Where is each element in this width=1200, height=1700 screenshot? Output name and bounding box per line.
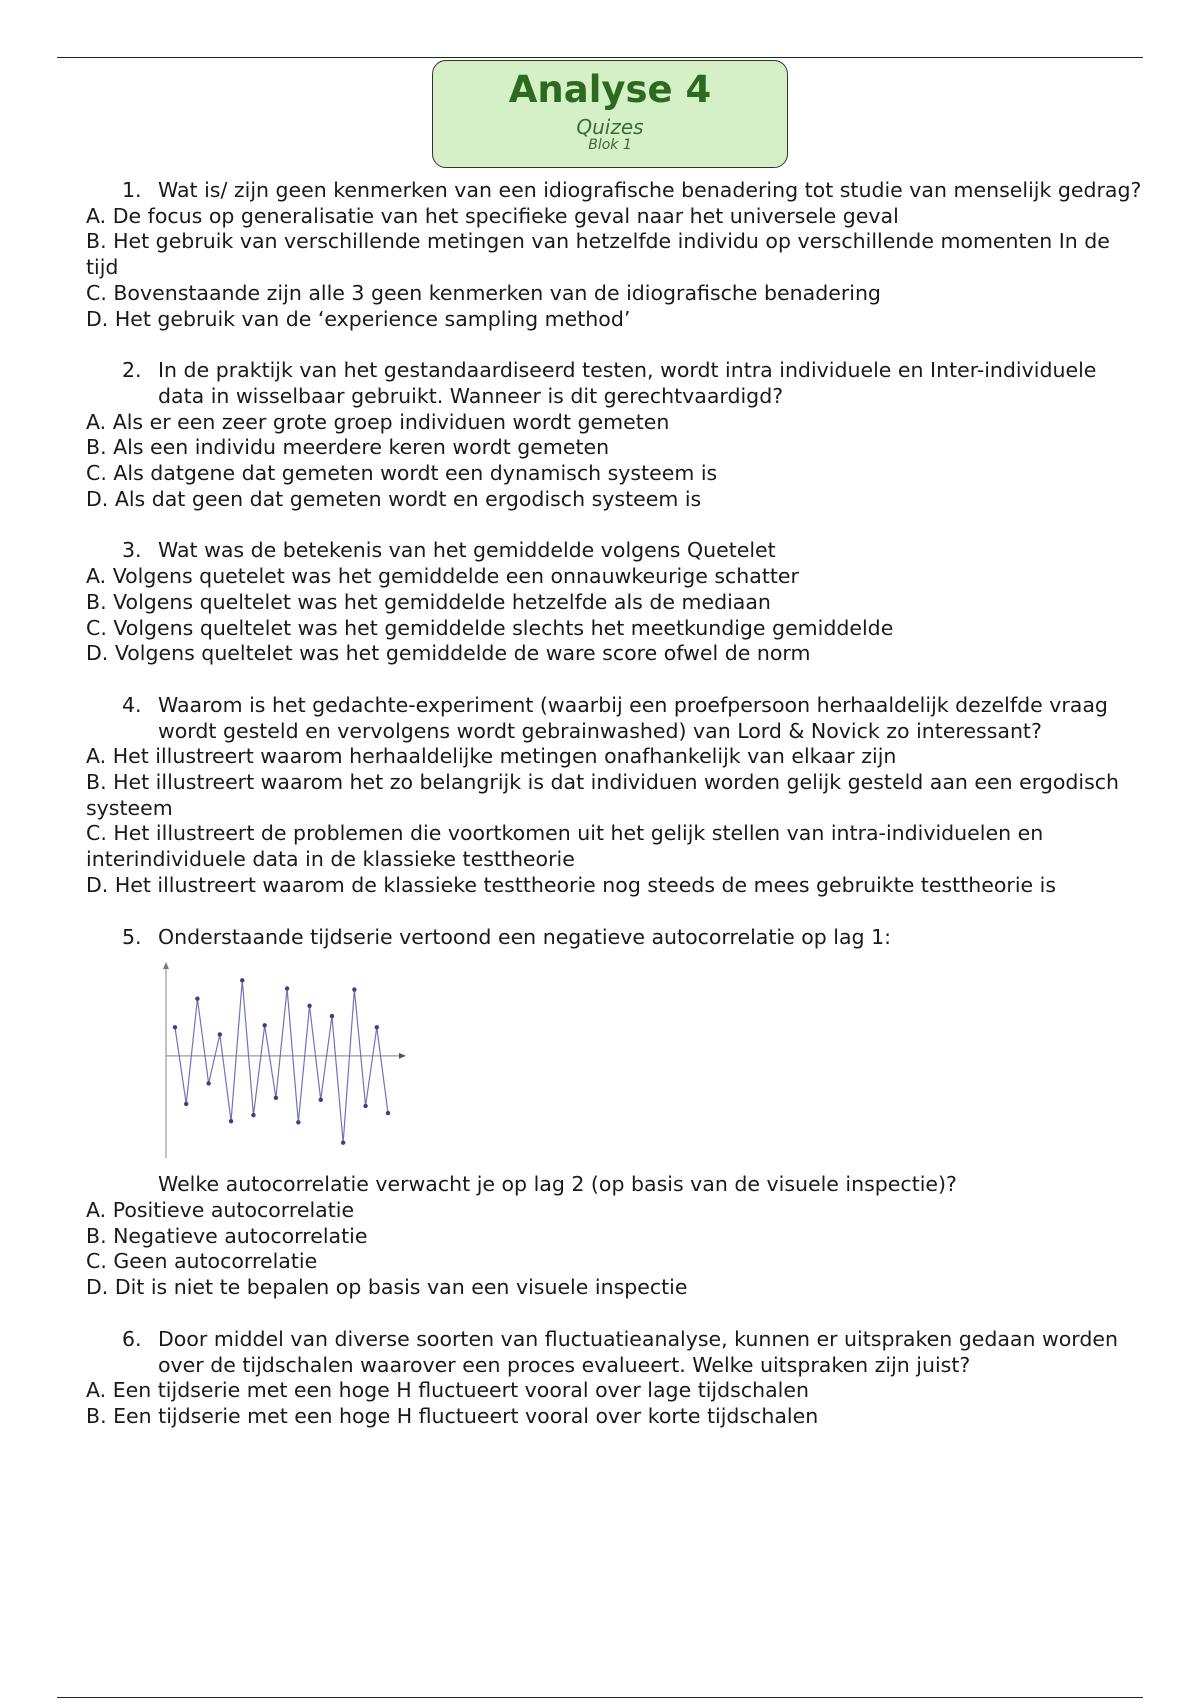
data-point [319, 1098, 323, 1102]
answer-option: D. Dit is niet te bepalen op basis van een visuele inspectie [86, 1275, 688, 1300]
question-text: Waarom is het gedachte-experiment (waarbij een proefpersoon herhaaldelijk dezelfde vraag wordt gesteld en vervolgens wordt gebrainwashed) van Lord & Novick zo interessant? [158, 692, 1108, 743]
question-number: 1. [122, 178, 142, 202]
answer-option: B. Volgens queltelet was het gemiddelde hetzelfde als de mediaan [86, 589, 771, 614]
data-point [375, 1025, 379, 1029]
y-axis-arrow [163, 962, 169, 969]
answer-option: C. Geen autocorrelatie [86, 1249, 318, 1274]
question-text: Door middel van diverse soorten van fluctuatieanalyse, kunnen er uitspraken gedaan worden over de tijdschalen waarover een proces evalueert. Welke uitspraken zijn juist? [158, 1326, 1118, 1377]
answer-option: B. Een tijdserie met een hoge H fluctueert vooral over korte tijdschalen [86, 1403, 819, 1428]
data-point [352, 988, 356, 992]
question-1 [86, 178, 1146, 204]
question-number: 4. [122, 692, 142, 717]
quiz-content [86, 178, 1146, 1430]
question-followup-text: Welke autocorrelatie verwacht je op lag 2 (op basis van de visuele inspectie)? [158, 1172, 957, 1197]
question-text: Onderstaande tijdserie vertoond een negatieve autocorrelatie op lag 1: [158, 924, 892, 949]
answer-option: B. Het illustreert waarom het zo belangrijk is dat individuen worden gelijk gesteld aan een ergodisch systeem [86, 770, 1120, 820]
answer-option: A. Een tijdserie met een hoge H fluctueert vooral over lage tijdschalen [86, 1378, 809, 1403]
answer-option: B. Als een individu meerdere keren wordt gemeten [86, 435, 610, 460]
series-line [175, 981, 388, 1143]
answer-option: B. Het gebruik van verschillende metingen van hetzelfde individu op verschillende momenten In de tijd [86, 229, 1110, 280]
data-point [296, 1120, 300, 1124]
bottom-rule [57, 1697, 1143, 1698]
data-point [173, 1025, 177, 1029]
time-series-chart [158, 958, 418, 1164]
data-point [274, 1096, 278, 1100]
data-point [262, 1023, 266, 1027]
question-number: 3. [122, 538, 142, 563]
document-block-label: Blok 1 [588, 136, 632, 153]
document-title: Analyse 4 [508, 68, 712, 111]
question-6 [86, 1327, 1146, 1378]
data-point [341, 1141, 345, 1145]
x-axis-arrow [399, 1053, 406, 1059]
data-point [251, 1113, 255, 1117]
question-text: Wat is/ zijn geen kenmerken van een idiografische benadering tot studie van menselijk gedrag? [158, 178, 1142, 202]
answer-option: D. Volgens queltelet was het gemiddelde de ware score ofwel de norm [86, 641, 811, 666]
question-number: 5. [122, 924, 142, 949]
answer-option: A. Als er een zeer grote groep individuen wordt gemeten [86, 409, 670, 434]
answer-option: D. Het illustreert waarom de klassieke testtheorie nog steeds de mees gebruikte testtheorie is [86, 872, 1057, 897]
data-point [206, 1082, 210, 1086]
data-point [229, 1119, 233, 1123]
question-number: 2. [122, 358, 142, 383]
answer-option: C. Als datgene dat gemeten wordt een dynamisch systeem is [86, 461, 718, 486]
question-5 [86, 925, 1146, 951]
answer-option: D. Het gebruik van de ‘experience sampling method’ [86, 306, 631, 331]
document-subtitle: Quizes [576, 114, 644, 139]
data-point [285, 987, 289, 991]
data-point [184, 1102, 188, 1106]
question-text: In de praktijk van het gestandaardiseerd testen, wordt intra individuele en Inter-individuele data in wisselbaar gebruikt. Wanneer is dit gerechtvaardigd? [158, 358, 1097, 408]
title-box [432, 60, 788, 168]
data-point [218, 1033, 222, 1037]
data-point [195, 997, 199, 1001]
answer-option: C. Het illustreert de problemen die voortkomen uit het gelijk stellen van intra-individuelen en interindividuele data in de klassieke testtheorie [86, 821, 1044, 872]
question-3 [86, 538, 1146, 564]
answer-option: D. Als dat geen dat gemeten wordt en ergodisch systeem is [86, 486, 702, 511]
answer-option: A. De focus op generalisatie van het specifieke geval naar het universele geval [86, 203, 899, 228]
data-point [386, 1111, 390, 1115]
question-4 [86, 693, 1146, 744]
data-point [330, 1014, 334, 1018]
time-series-chart-container [86, 958, 1146, 1168]
answer-option: B. Negatieve autocorrelatie [86, 1223, 368, 1248]
question-2 [86, 358, 1146, 409]
answer-option: A. Volgens quetelet was het gemiddelde een onnauwkeurige schatter [86, 564, 799, 589]
top-rule [57, 57, 1143, 58]
question-text: Wat was de betekenis van het gemiddelde volgens Quetelet [158, 538, 776, 563]
answer-option: A. Positieve autocorrelatie [86, 1197, 355, 1222]
question-number: 6. [122, 1326, 142, 1351]
answer-option: C. Volgens queltelet was het gemiddelde slechts het meetkundige gemiddelde [86, 615, 894, 640]
data-point [307, 1004, 311, 1008]
data-point [240, 978, 244, 982]
answer-option: A. Het illustreert waarom herhaaldelijke metingen onafhankelijk van elkaar zijn [86, 744, 897, 769]
answer-option: C. Bovenstaande zijn alle 3 geen kenmerken van de idiografische benadering [86, 280, 881, 305]
data-point [363, 1104, 367, 1108]
